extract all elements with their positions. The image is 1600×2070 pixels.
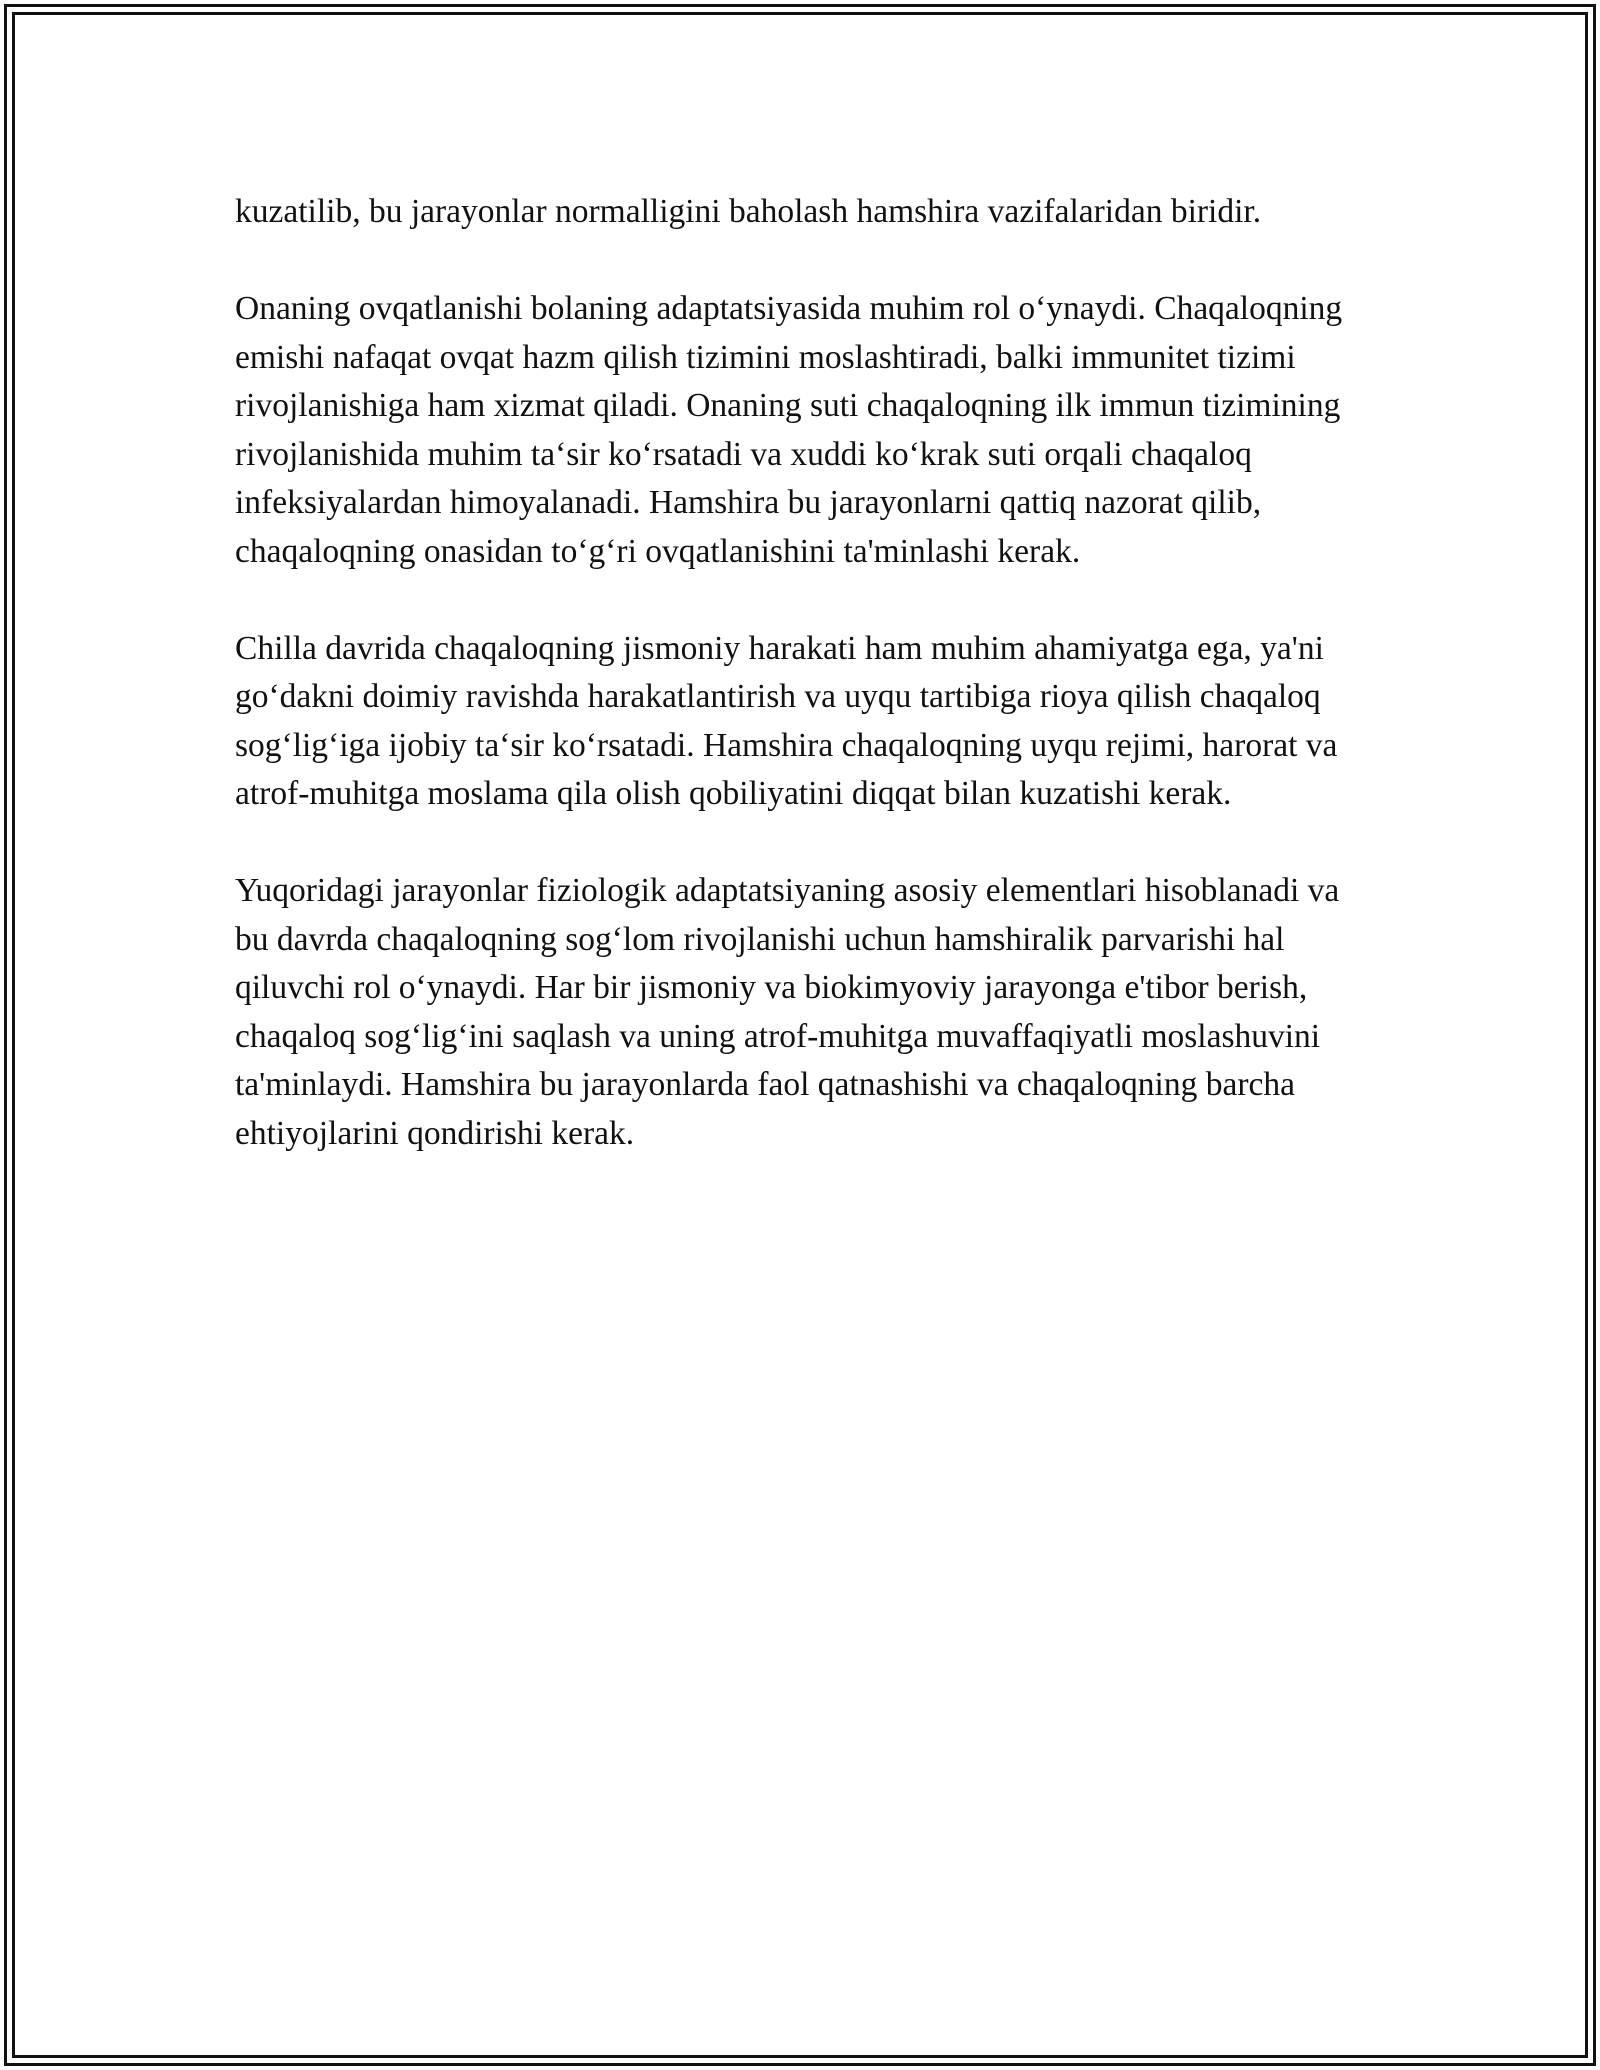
- paragraph-4: Yuqoridagi jarayonlar fiziologik adaptatsiyaning asosiy elementlari hisoblanadi va bu davrda chaqaloqning sog‘lom rivojlanishi uchun hamshiralik parvarishi hal qiluvchi rol o‘ynaydi. Har bir jismoniy va biokimyoviy jarayonga e'tibor berish, chaqaloq sog‘lig‘ini saqlash va uning atrof-muhitga muvaffaqiyatli moslashuvini ta'minlaydi. Hamshira bu jarayonlarda faol qatnashishi va chaqaloqning barcha ehtiyojlarini qondirishi kerak.: [235, 872, 1340, 1152]
- paragraph-1: kuzatilib, bu jarayonlar normalligini baholash hamshira vazifalaridan biridir.: [235, 193, 1262, 230]
- paragraph-3: Chilla davrida chaqaloqning jismoniy harakati ham muhim ahamiyatga ega, ya'ni go‘dakni doimiy ravishda harakatlantirish va uyqu tartibiga rioya qilish chaqaloq sog‘lig‘iga ijobiy ta‘sir ko‘rsatadi. Hamshira chaqaloqning uyqu rejimi, harorat va atrof-muhitga moslama qila olish qobiliyatini diqqat bilan kuzatishi kerak.: [235, 629, 1338, 812]
- paragraph-2: Onaning ovqatlanishi bolaning adaptatsiyasida muhim rol o‘ynaydi. Chaqaloqning emishi nafaqat ovqat hazm qilish tizimini moslashtiradi, balki immunitet tizimi rivojlanishiga ham xizmat qiladi. Onaning suti chaqaloqning ilk immun tizimining rivojlanishida muhim ta‘sir ko‘rsatadi va xuddi ko‘krak suti orqali chaqaloq infeksiyalardan himoyalanadi. Hamshira bu jarayonlarni qattiq nazorat qilib, chaqaloqning onasidan to‘g‘ri ovqatlanishini ta'minlashi kerak.: [235, 290, 1343, 570]
- document-body: [235, 188, 1375, 1158]
